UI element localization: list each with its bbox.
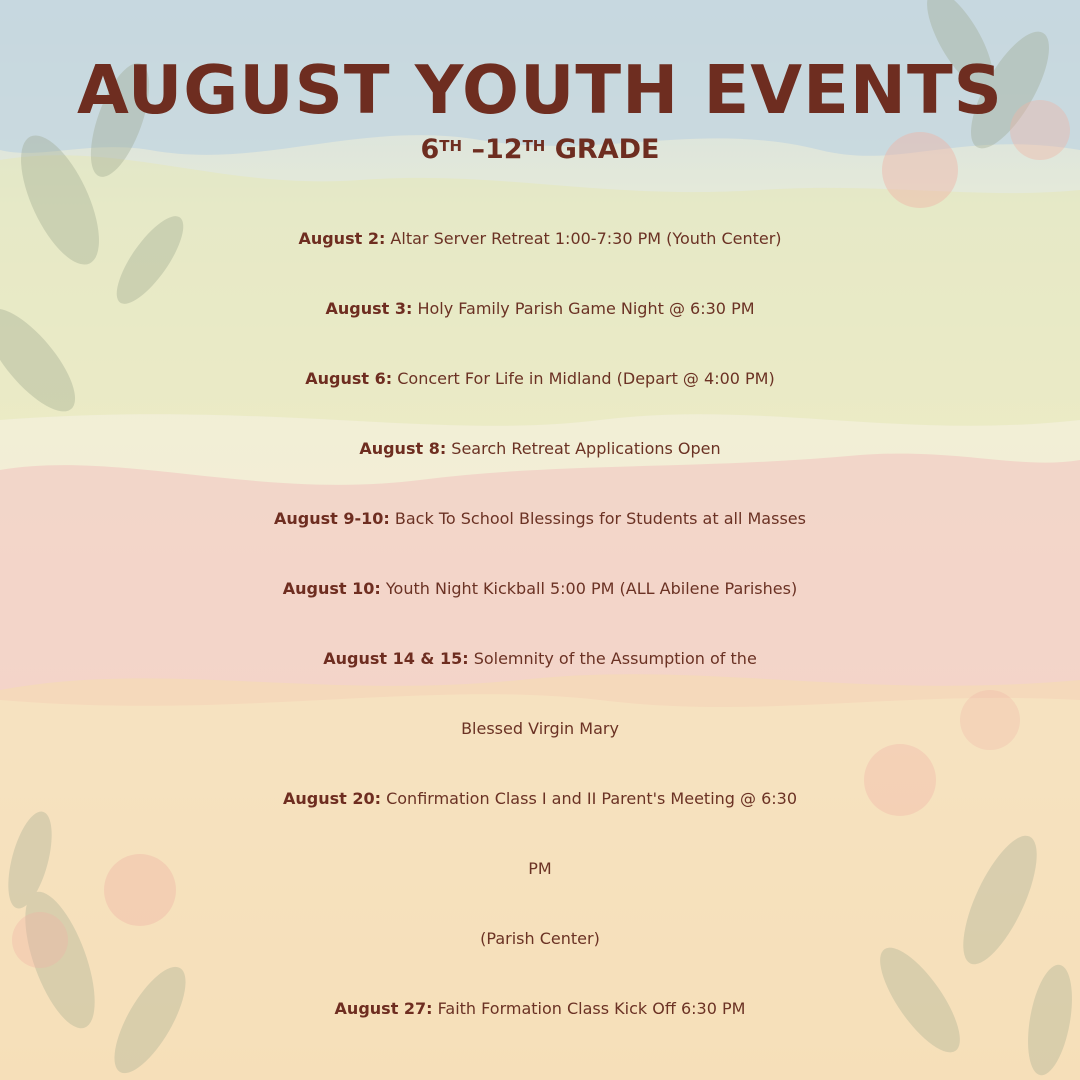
event-line xyxy=(0,624,1080,694)
event-date: August 14 & 15: xyxy=(323,649,469,668)
event-line xyxy=(0,484,1080,554)
grade-range xyxy=(0,130,1080,170)
event-description: Search Retreat Applications Open xyxy=(446,439,721,458)
event-line xyxy=(0,414,1080,484)
event-line xyxy=(0,554,1080,624)
event-date: August 9-10: xyxy=(274,509,390,528)
event-description: Holy Family Parish Game Night @ 6:30 PM xyxy=(412,299,755,318)
grade-dash: – xyxy=(462,134,485,165)
event-description: (Parish Center) xyxy=(480,929,600,948)
event-list xyxy=(0,204,1080,1044)
event-description: Confirmation Class I and II Parent's Meeting @ 6:30 xyxy=(381,789,798,808)
event-description: Solemnity of the Assumption of the xyxy=(468,649,757,668)
event-description: Concert For Life in Midland (Depart @ 4:00 PM) xyxy=(392,369,775,388)
event-description: Faith Formation Class Kick Off 6:30 PM xyxy=(432,999,746,1018)
event-line-continuation xyxy=(0,694,1080,764)
event-line-continuation xyxy=(0,904,1080,974)
grade-from-number: 6 xyxy=(420,134,440,165)
event-line xyxy=(0,274,1080,344)
grade-from-suffix: TH xyxy=(439,137,463,155)
event-line xyxy=(0,344,1080,414)
event-description: Youth Night Kickball 5:00 PM (ALL Abilene Parishes) xyxy=(380,579,798,598)
event-date: August 27: xyxy=(334,999,433,1018)
event-line xyxy=(0,764,1080,834)
event-date: August 10: xyxy=(282,579,381,598)
event-date: August 3: xyxy=(325,299,413,318)
event-description: Altar Server Retreat 1:00-7:30 PM (Youth Center) xyxy=(385,229,782,248)
event-description: PM xyxy=(528,859,552,878)
event-description: Blessed Virgin Mary xyxy=(461,719,619,738)
grade-to-number: 12 xyxy=(485,134,523,165)
event-line-continuation xyxy=(0,834,1080,904)
grade-label: GRADE xyxy=(545,134,660,165)
event-line xyxy=(0,974,1080,1044)
event-line xyxy=(0,204,1080,274)
page-title: AUGUST YOUTH EVENTS xyxy=(77,51,1003,129)
event-date: August 20: xyxy=(282,789,381,808)
grade-to-suffix: TH xyxy=(522,137,546,155)
event-date: August 8: xyxy=(359,439,447,458)
event-description: Back To School Blessings for Students at all Masses xyxy=(389,509,806,528)
event-date: August 6: xyxy=(305,369,393,388)
event-date: August 2: xyxy=(298,229,386,248)
